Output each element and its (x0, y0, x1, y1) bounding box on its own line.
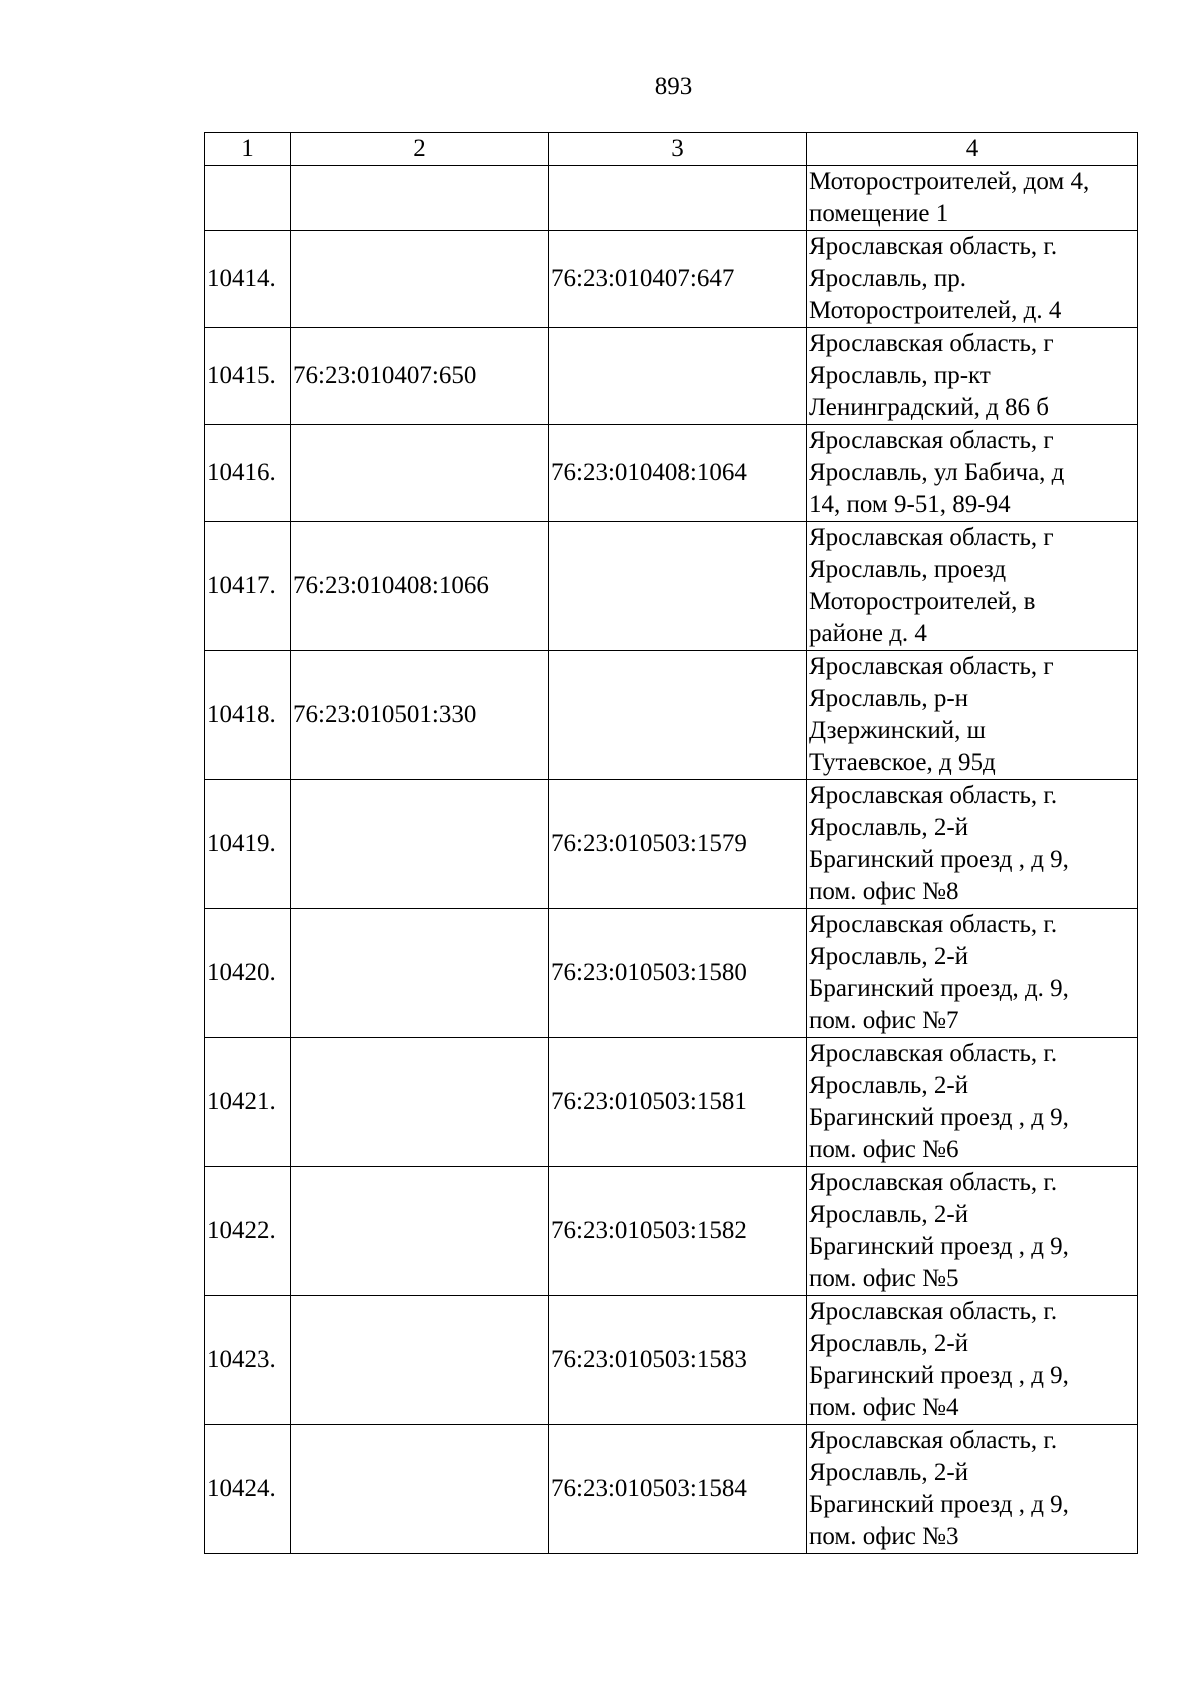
table-row (205, 231, 1138, 328)
address-line: Ярославль, р-н (809, 685, 969, 712)
cadastral-number-cell (291, 1167, 549, 1296)
address-line: Брагинский проезд , д 9, (809, 1491, 1069, 1518)
cadastral-number-cell (291, 1425, 549, 1554)
address-line: Ярославская область, г (809, 427, 1054, 454)
header-cell-1: 1 (205, 133, 291, 166)
address-cell (807, 425, 1138, 522)
cadastral-number-cell (549, 166, 807, 231)
address-line: Брагинский проезд , д 9, (809, 1233, 1069, 1260)
table-header-row (205, 133, 1138, 166)
cadastral-number-cell (291, 1038, 549, 1167)
header-cell-2: 2 (291, 133, 549, 166)
row-number-cell: 10419. (205, 780, 291, 909)
row-number-cell: 10417. (205, 522, 291, 651)
address-line: пом. офис №6 (809, 1136, 959, 1163)
row-number-cell: 10422. (205, 1167, 291, 1296)
address-line: Брагинский проезд, д. 9, (809, 975, 1069, 1002)
cadastral-number-cell (549, 651, 807, 780)
address-line: Моторостроителей, дом 4, (809, 168, 1090, 195)
table-row (205, 909, 1138, 1038)
address-line: пом. офис №8 (809, 878, 959, 905)
table-row (205, 425, 1138, 522)
address-line: Ярославская область, г. (809, 233, 1058, 260)
address-line: Ярославль, ул Бабича, д (809, 459, 1065, 486)
address-line: Ярославская область, г. (809, 782, 1058, 809)
row-number-cell: 10423. (205, 1296, 291, 1425)
address-line: пом. офис №7 (809, 1007, 959, 1034)
address-line: Брагинский проезд , д 9, (809, 1362, 1069, 1389)
header-cell-3: 3 (549, 133, 807, 166)
cadastral-number-cell (291, 780, 549, 909)
address-line: Ярославская область, г. (809, 1169, 1058, 1196)
address-line: пом. офис №4 (809, 1394, 959, 1421)
address-line: помещение 1 (809, 200, 949, 227)
cadastral-number-cell (291, 166, 549, 231)
address-cell (807, 780, 1138, 909)
table-row (205, 1296, 1138, 1425)
address-line: Ярославль, 2-й (809, 1459, 969, 1486)
address-line: Тутаевское, д 95д (809, 749, 996, 776)
address-line: Ярославская область, г (809, 330, 1054, 357)
address-line: Ярославская область, г. (809, 1298, 1058, 1325)
row-number-cell: 10424. (205, 1425, 291, 1554)
cadastral-number-cell (549, 522, 807, 651)
address-line: Ярославль, пр-кт (809, 362, 991, 389)
address-line: Брагинский проезд , д 9, (809, 846, 1069, 873)
address-cell (807, 909, 1138, 1038)
address-line: Ярославская область, г (809, 653, 1054, 680)
address-cell (807, 166, 1138, 231)
address-line: пом. офис №3 (809, 1523, 959, 1550)
cadastral-number-cell (549, 328, 807, 425)
address-line: Ярославль, 2-й (809, 814, 969, 841)
address-line: Ярославская область, г. (809, 1427, 1058, 1454)
address-line: Дзержинский, ш (809, 717, 986, 744)
address-cell (807, 231, 1138, 328)
address-line: Ярославская область, г. (809, 911, 1058, 938)
cadastral-number-cell (291, 231, 549, 328)
address-line: Ярославль, 2-й (809, 1072, 969, 1099)
cadastral-table (204, 132, 1138, 1554)
table-row (205, 166, 1138, 231)
address-line: пом. офис №5 (809, 1265, 959, 1292)
address-cell (807, 1167, 1138, 1296)
address-line: Ленинградский, д 86 б (809, 394, 1050, 421)
cadastral-number-cell: 76:23:010503:1580 (549, 909, 807, 1038)
row-number-cell: 10418. (205, 651, 291, 780)
address-line: Моторостроителей, д. 4 (809, 297, 1062, 324)
cadastral-number-cell: 76:23:010407:650 (291, 328, 549, 425)
address-line: районе д. 4 (809, 620, 927, 647)
cadastral-number-cell (291, 425, 549, 522)
address-line: Ярославль, 2-й (809, 1330, 969, 1357)
row-number-cell: 10416. (205, 425, 291, 522)
row-number-cell (205, 166, 291, 231)
table-row (205, 1167, 1138, 1296)
table-row (205, 1425, 1138, 1554)
cadastral-number-cell: 76:23:010503:1582 (549, 1167, 807, 1296)
address-line: Моторостроителей, в (809, 588, 1036, 615)
address-line: Ярославль, проезд (809, 556, 1007, 583)
address-line: Ярославль, 2-й (809, 1201, 969, 1228)
row-number-cell: 10414. (205, 231, 291, 328)
address-line: Ярославль, пр. (809, 265, 966, 292)
address-cell (807, 1038, 1138, 1167)
cadastral-number-cell: 76:23:010407:647 (549, 231, 807, 328)
table-row (205, 651, 1138, 780)
address-cell (807, 1425, 1138, 1554)
page-number: 893 (654, 73, 693, 100)
cadastral-number-cell: 76:23:010503:1581 (549, 1038, 807, 1167)
row-number-cell: 10415. (205, 328, 291, 425)
address-cell (807, 328, 1138, 425)
address-line: 14, пом 9-51, 89-94 (809, 491, 1011, 518)
address-cell (807, 651, 1138, 780)
cadastral-number-cell (291, 909, 549, 1038)
table-row (205, 328, 1138, 425)
table-row (205, 780, 1138, 909)
cadastral-number-cell: 76:23:010501:330 (291, 651, 549, 780)
cadastral-number-cell: 76:23:010408:1066 (291, 522, 549, 651)
row-number-cell: 10420. (205, 909, 291, 1038)
address-cell (807, 522, 1138, 651)
row-number-cell: 10421. (205, 1038, 291, 1167)
address-line: Ярославль, 2-й (809, 943, 969, 970)
cadastral-number-cell: 76:23:010503:1583 (549, 1296, 807, 1425)
address-line: Ярославская область, г. (809, 1040, 1058, 1067)
header-cell-4: 4 (807, 133, 1138, 166)
cadastral-number-cell: 76:23:010503:1584 (549, 1425, 807, 1554)
address-line: Ярославская область, г (809, 524, 1054, 551)
cadastral-number-cell (291, 1296, 549, 1425)
cadastral-number-cell: 76:23:010408:1064 (549, 425, 807, 522)
cadastral-number-cell: 76:23:010503:1579 (549, 780, 807, 909)
address-cell (807, 1296, 1138, 1425)
table-row (205, 522, 1138, 651)
address-line: Брагинский проезд , д 9, (809, 1104, 1069, 1131)
table-row (205, 1038, 1138, 1167)
